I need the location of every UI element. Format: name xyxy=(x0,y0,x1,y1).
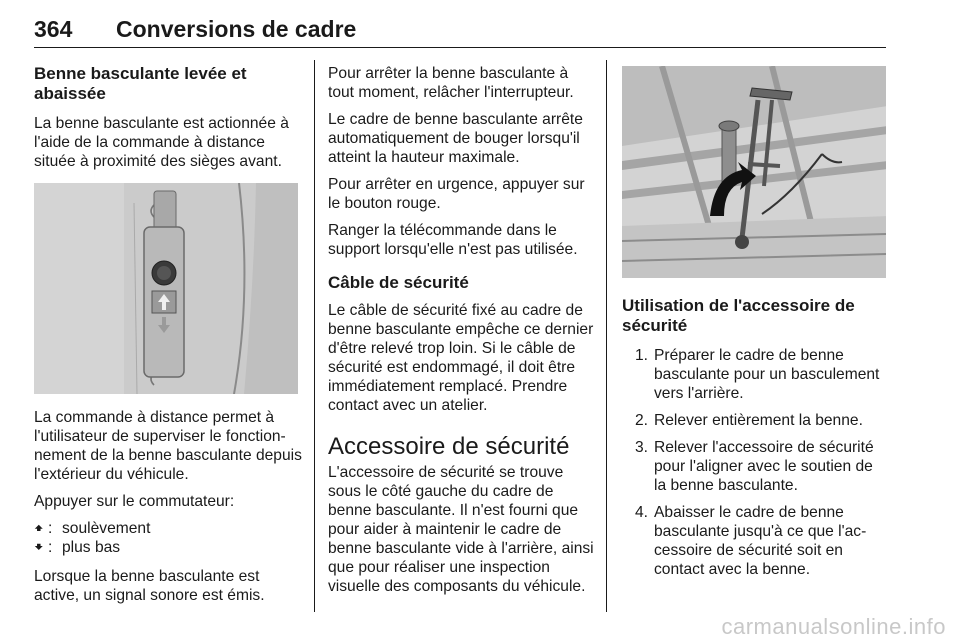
paragraph: La commande à distance permet à l'utilisateur de superviser le fonctionnement de la benne basculante depuis l'extérieur du véhicule. xyxy=(34,409,302,483)
paragraph: Le cadre de benne basculante arrête automatiquement de bouger lorsqu'il atteint la hauteur maximale. xyxy=(328,111,583,166)
chapter-title: Conversions de cadre xyxy=(116,16,357,42)
paragraph: Ranger la télécommande dans le support lorsqu'elle n'est pas utilisée. xyxy=(328,222,578,258)
section-heading-use-accessory: Utilisation de l'accessoire de sécurité xyxy=(622,296,855,335)
switch-separator: : xyxy=(48,520,53,537)
step-text: Abaisser le cadre de benne basculante jusqu'à ce que l'accessoire de sécurité soit en contact avec la benne. xyxy=(654,504,867,578)
section-heading-accessory: Accessoire de sécurité xyxy=(328,433,570,460)
arrow-up-icon: 🠹 xyxy=(34,520,44,537)
step-number: 3. xyxy=(634,439,648,456)
column-1 xyxy=(34,64,302,613)
list-item xyxy=(622,346,888,403)
list-item xyxy=(622,438,888,495)
column-2 xyxy=(328,64,594,604)
paragraph: Appuyer sur le commutateur: xyxy=(34,493,235,510)
remote-control-illustration xyxy=(34,183,298,394)
header-rule xyxy=(34,47,886,48)
arrow-down-icon: 🠻 xyxy=(34,539,44,556)
steps-list xyxy=(622,346,888,579)
paragraph: La benne basculante est actionnée à l'aide de la commande à distance située à proximité des sièges avant. xyxy=(34,115,289,170)
switch-item-raise xyxy=(34,519,302,538)
paragraph: Pour arrêter la benne basculante à tout moment, relâcher l'interrupteur. xyxy=(328,65,574,101)
step-number: 1. xyxy=(634,347,648,364)
remote-control-drawing xyxy=(34,183,298,394)
step-number: 2. xyxy=(634,412,648,429)
safety-accessory-drawing xyxy=(622,66,886,278)
step-text: Relever entièrement la benne. xyxy=(654,412,863,429)
switch-label-lower: plus bas xyxy=(62,539,121,556)
paragraph: L'accessoire de sécurité se trouve sous le côté gauche du cadre de benne basculante. Il n'est fourni que pour aider à maintenir le cadre de benne basculante vide à l'arrière, ainsi que pour réaliser une inspection visuelle des composants du véhicule. xyxy=(328,464,594,595)
page-header xyxy=(34,10,886,50)
step-number: 4. xyxy=(634,504,648,521)
switch-separator: : xyxy=(48,539,53,556)
step-text: Relever l'accessoire de sécurité pour l'aligner avec le soutien de la benne basculante. xyxy=(654,439,874,494)
section-heading-tipper: Benne basculante levée et abaissée xyxy=(34,64,247,103)
column-divider-1 xyxy=(314,60,315,612)
safety-accessory-illustration xyxy=(622,66,886,278)
paragraph: Le câble de sécurité fixé au cadre de benne basculante empêche ce dernier d'être relevé trop loin. Si le câble de sécurité est endommagé, il doit être immédiatement remplacé. Prendre contact avec un atelier. xyxy=(328,302,594,414)
paragraph: Lorsque la benne basculante est active, un signal sonore est émis. xyxy=(34,568,265,604)
column-3 xyxy=(622,66,888,587)
step-text: Préparer le cadre de benne basculante pour un basculement vers l'arrière. xyxy=(654,347,880,402)
switch-item-lower xyxy=(34,538,302,557)
list-item xyxy=(622,411,888,430)
paragraph: Pour arrêter en urgence, appuyer sur le bouton rouge. xyxy=(328,176,585,212)
list-item xyxy=(622,503,888,579)
switch-label-raise: soulèvement xyxy=(62,520,151,537)
page-number: 364 xyxy=(34,16,73,42)
column-divider-2 xyxy=(606,60,607,612)
section-heading-cable: Câble de sécurité xyxy=(328,273,469,292)
watermark[interactable]: carmanualsonline.info xyxy=(721,614,946,639)
